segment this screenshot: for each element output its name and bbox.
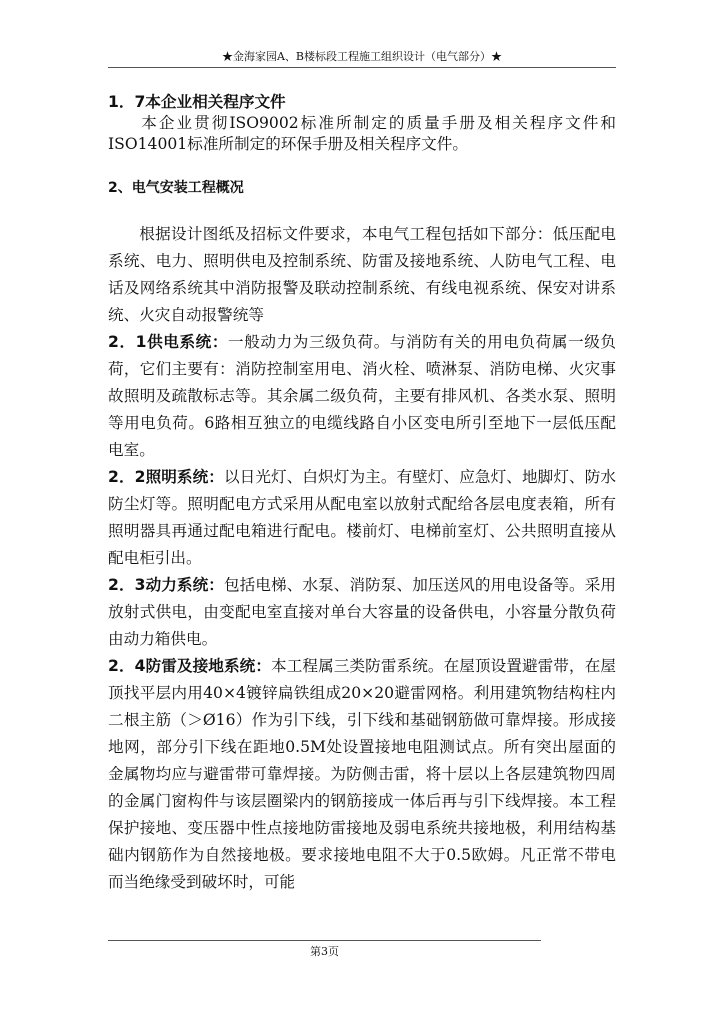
section-2-heading-block (108, 174, 616, 202)
section-1-7-text: 本企业贯彻ISO9002标准所制定的质量手册及相关程序文件和ISO14001标准所制定的环保手册及相关程序文件。 (108, 114, 616, 153)
section-2-1 (108, 329, 616, 464)
section-2-1-body: 一般动力为三级负荷。与消防有关的用电负荷属一级负荷，它们主要有：消防控制室用电、消火栓、喷淋泵、消防电梯、火灾事故照明及疏散标志等。其余属二级负荷，主要有排风机、各类水泵、照明等用电负荷。6路相互独立的电缆线路自小区变电所引至地下一层低压配电室。 (108, 333, 616, 459)
section-2-4-body: 本工程属三类防雷系统。在屋顶设置避雷带，在屋顶找平层内用40×4镀锌扁铁组成20×20避雷网格。利用建筑物结构柱内二根主筋（＞Ø16）作为引下线，引下线和基础钢筋做可靠焊接。形成接地网，部分引下线在距地0.5M处设置接地电阻测试点。所有突出屋面的金属物均应与避雷带可靠焊接。为防侧击雷，将十层以上各层建筑物四周的金属门窗构件与该层圈梁内的钢筋接成一体后再与引下线焊接。本工程保护接地、变压器中性点接地防雷接地及弱电系统共接地极，利用结构基础内钢筋作为自然接地极。要求接地电阻不大于0.5欧姆。凡正常不带电而当绝缘受到破坏时，可能 (108, 657, 616, 891)
section-2-4-heading: 2．4防雷及接地系统： (108, 657, 272, 675)
section-2-1-heading: 2．1供电系统： (108, 333, 229, 351)
section-1-7 (108, 92, 616, 155)
section-2-2 (108, 464, 616, 572)
section-2-3-heading: 2．3动力系统： (108, 576, 224, 594)
page-header (108, 50, 616, 68)
section-1-7-body (108, 114, 616, 153)
page-footer (108, 940, 541, 959)
section-2-4 (108, 653, 616, 896)
page-number: 第3页 (310, 945, 339, 958)
section-2-intro: 根据设计图纸及招标文件要求，本电气工程包括如下部分：低压配电系统、电力、照明供电及控制系统、防雷及接地系统、人防电气工程、电话及网络系统其中消防报警及联动控制系统、有线电视系统、保安对讲系统、火灾自动报警统等 (108, 225, 616, 324)
section-1-7-heading: 1．7本企业相关程序文件 (108, 93, 286, 111)
section-2-heading: 2、电气安装工程概况 (108, 180, 244, 196)
section-2-3-body: 包括电梯、水泵、消防泵、加压送风的用电设备等。采用放射式供电，由变配电室直接对单台大容量的设备供电，小容量分散负荷由动力箱供电。 (108, 576, 616, 648)
section-2-2-heading: 2．2照明系统： (108, 468, 224, 486)
document-body (108, 92, 616, 896)
section-2-2-body: 以日光灯、白炽灯为主。有壁灯、应急灯、地脚灯、防水防尘灯等。照明配电方式采用从配电室以放射式配给各层电度表箱，所有照明器具再通过配电箱进行配电。楼前灯、电梯前室灯、公共照明直接从配电柜引出。 (108, 468, 616, 567)
section-2-3 (108, 572, 616, 653)
header-title: ★金海家园A、B楼标段工程施工组织设计（电气部分）★ (221, 50, 503, 63)
